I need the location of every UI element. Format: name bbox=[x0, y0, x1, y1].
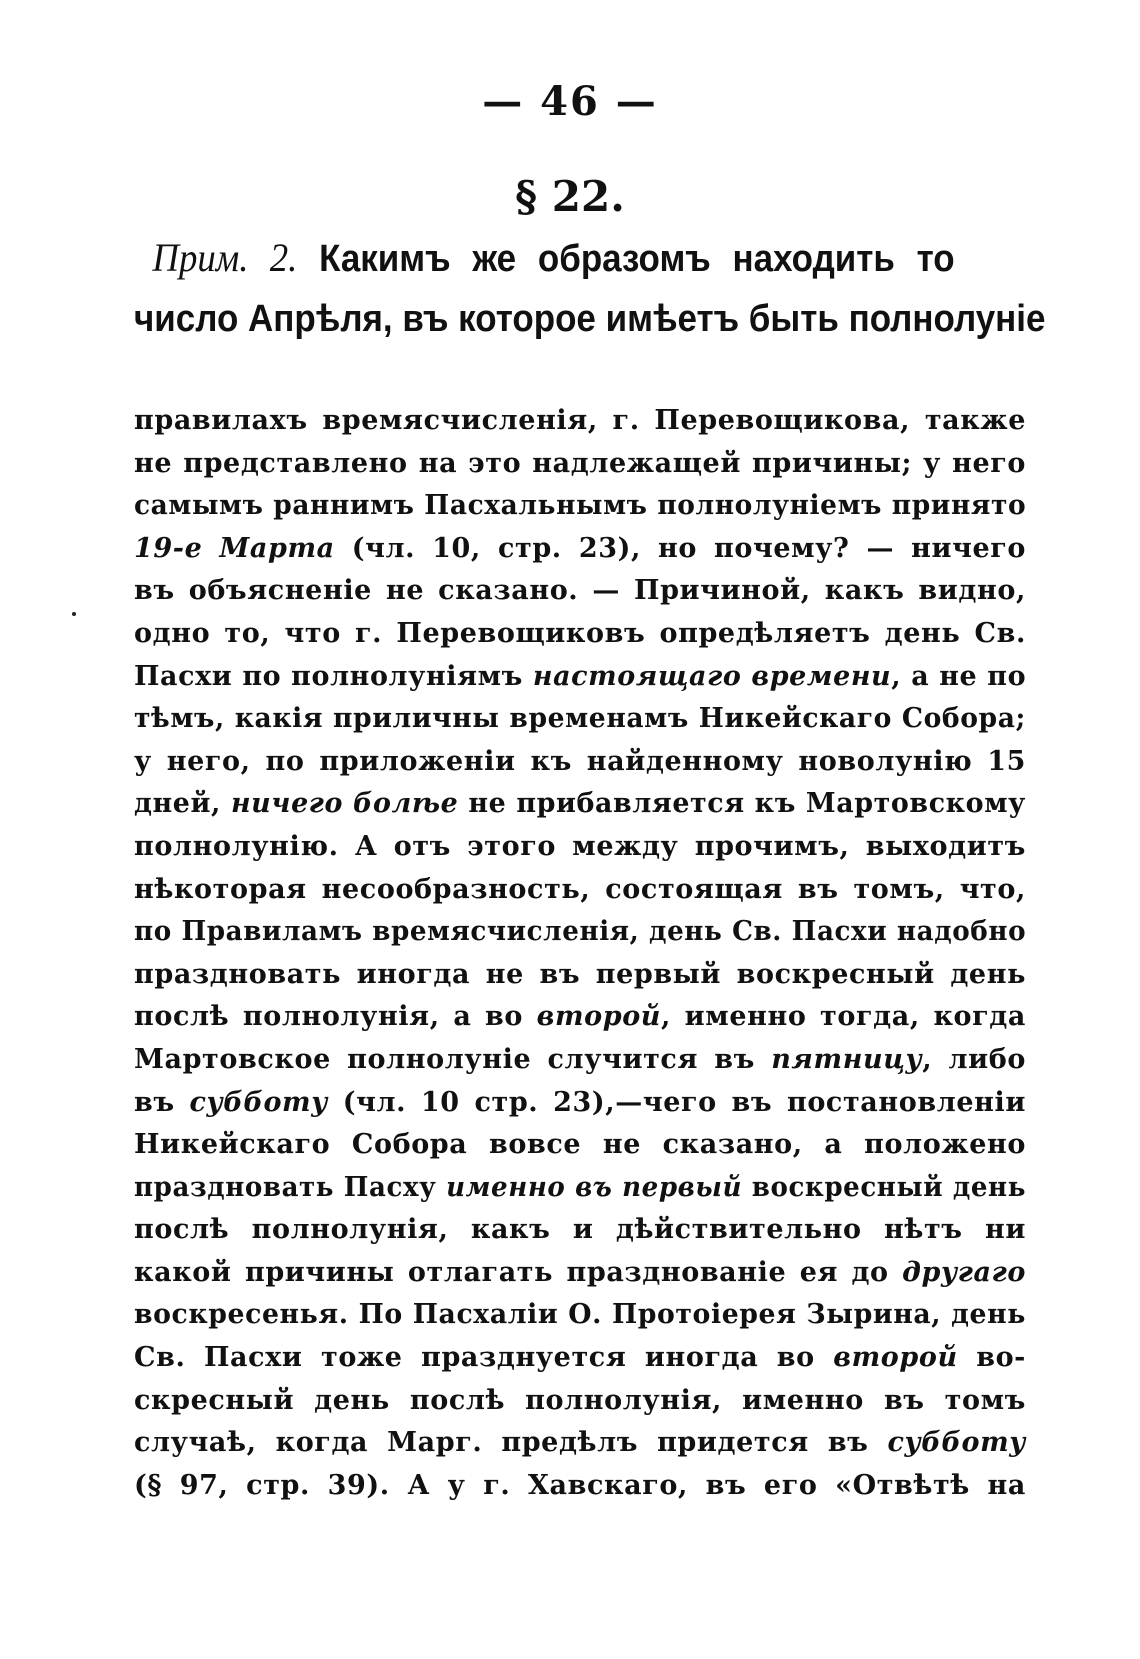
text-run: скресный день послѣ полнолунія, именно въ томъ bbox=[134, 1384, 1026, 1416]
italic-emphasis: субботу bbox=[189, 1086, 328, 1118]
italic-emphasis: второй bbox=[833, 1342, 958, 1374]
text-line bbox=[134, 954, 1026, 997]
text-run: одно то, что г. Перевощиковъ опредѣляетъ день Св. bbox=[134, 617, 1026, 649]
text-line bbox=[134, 1380, 1026, 1423]
text-line bbox=[134, 528, 1026, 571]
text-run: какой причины отлагать празднованіе ея до bbox=[134, 1256, 903, 1288]
text-line bbox=[134, 1422, 1026, 1465]
text-line bbox=[134, 1167, 1026, 1210]
italic-emphasis: второй bbox=[536, 1001, 662, 1033]
text-run: Пасхи по полнолуніямъ bbox=[134, 660, 533, 692]
italic-emphasis: другаго bbox=[902, 1256, 1026, 1288]
text-line bbox=[134, 443, 1026, 486]
text-run: , а не по bbox=[891, 660, 1027, 692]
text-run: (чл. 10 стр. 23),—чего въ постановленіи bbox=[327, 1086, 1026, 1118]
text-line bbox=[134, 1294, 1026, 1337]
text-run: самымъ раннимъ Пасхальнымъ полнолуніемъ принято bbox=[134, 490, 1027, 522]
text-run: во- bbox=[957, 1342, 1026, 1374]
text-run: Мартовское полнолуніе случится въ bbox=[134, 1043, 772, 1075]
text-line bbox=[134, 1124, 1026, 1167]
section-heading: § 22. bbox=[515, 172, 625, 221]
text-line bbox=[134, 613, 1026, 656]
note-paragraph bbox=[134, 228, 1046, 349]
text-line bbox=[134, 741, 1026, 784]
body-paragraph bbox=[134, 400, 1026, 1507]
text-line bbox=[134, 1039, 1026, 1082]
italic-emphasis: настоящаго времени bbox=[532, 660, 892, 692]
text-run: полнолунію. А отъ этого между прочимъ, выходитъ bbox=[134, 830, 1026, 862]
text-line bbox=[134, 485, 1026, 528]
note-line: число Апрѣля, въ которое имѣетъ быть полнолуніе bbox=[134, 298, 1046, 340]
italic-emphasis: пятницу bbox=[771, 1043, 923, 1075]
text-run: послѣ полнолунія, а во bbox=[134, 1001, 537, 1033]
italic-emphasis: ничего болѣе bbox=[230, 788, 459, 820]
text-line bbox=[134, 698, 1026, 741]
text-line bbox=[134, 1337, 1026, 1380]
text-run: праздновать иногда не въ первый воскресный день bbox=[134, 958, 1026, 990]
text-line bbox=[134, 400, 1026, 443]
text-run: въ объясненіе не сказано. — Причиной, какъ видно, bbox=[134, 575, 1026, 607]
text-line bbox=[134, 996, 1026, 1039]
text-run: нѣкоторая несообразность, состоящая въ томъ, что, bbox=[134, 873, 1026, 905]
text-line bbox=[134, 826, 1026, 869]
text-run: праздновать Пасху bbox=[134, 1171, 447, 1203]
text-run: Св. Пасхи тоже празднуется иногда во bbox=[134, 1342, 834, 1374]
text-run: , либо bbox=[922, 1043, 1026, 1075]
text-run: воскресный день bbox=[742, 1171, 1026, 1203]
text-run: Никейскаго Собора вовсе не сказано, а положено bbox=[134, 1129, 1026, 1161]
text-run: случаѣ, когда Марг. предѣлъ придется въ bbox=[134, 1427, 888, 1459]
note-text: Какимъ же образомъ находить то bbox=[319, 238, 955, 280]
page-number: — 46 — bbox=[482, 78, 658, 125]
note-line bbox=[134, 228, 955, 289]
text-run: по Правиламъ времясчисленія, день Св. Пасхи надобно bbox=[134, 916, 1027, 948]
text-run: дней, bbox=[134, 788, 231, 820]
text-line bbox=[134, 911, 1026, 954]
text-line bbox=[134, 783, 1026, 826]
text-line bbox=[134, 1252, 1026, 1295]
note-label: Прим. 2. bbox=[152, 235, 298, 280]
text-line bbox=[134, 869, 1026, 912]
text-run: воскресенья. По Пасхаліи О. Протоіерея Зырина, день bbox=[134, 1299, 1026, 1331]
text-run: (§ 97, стр. 39). А у г. Хавскаго, въ его «Отвѣтѣ на bbox=[134, 1469, 1026, 1501]
text-line bbox=[134, 570, 1026, 613]
italic-emphasis: именно въ первый bbox=[446, 1171, 743, 1203]
text-run: въ bbox=[134, 1086, 190, 1118]
text-run: не прибавляется къ Мартовскому bbox=[458, 788, 1026, 820]
text-run: не представлено на это надлежащей причины; у него bbox=[134, 447, 1026, 479]
text-run: у него, по приложеніи къ найденному новолунію 15 bbox=[134, 745, 1026, 777]
text-line bbox=[134, 1209, 1026, 1252]
italic-emphasis: 19-е Марта bbox=[134, 532, 335, 564]
text-run: правилахъ времясчисленія, г. Перевощикова, также bbox=[134, 405, 1026, 436]
text-run: тѣмъ, какія приличны временамъ Никейскаго Собора; bbox=[134, 703, 1026, 735]
text-line bbox=[134, 656, 1026, 699]
print-speck bbox=[72, 612, 76, 616]
text-run: , именно тогда, когда bbox=[661, 1001, 1026, 1033]
text-run: послѣ полнолунія, какъ и дѣйствительно нѣтъ ни bbox=[134, 1214, 1026, 1246]
text-run: (чл. 10, стр. 23), но почему? — ничего bbox=[334, 532, 1026, 564]
text-line bbox=[134, 1082, 1026, 1125]
italic-emphasis: субботу bbox=[887, 1427, 1026, 1459]
text-line bbox=[134, 1465, 1026, 1508]
